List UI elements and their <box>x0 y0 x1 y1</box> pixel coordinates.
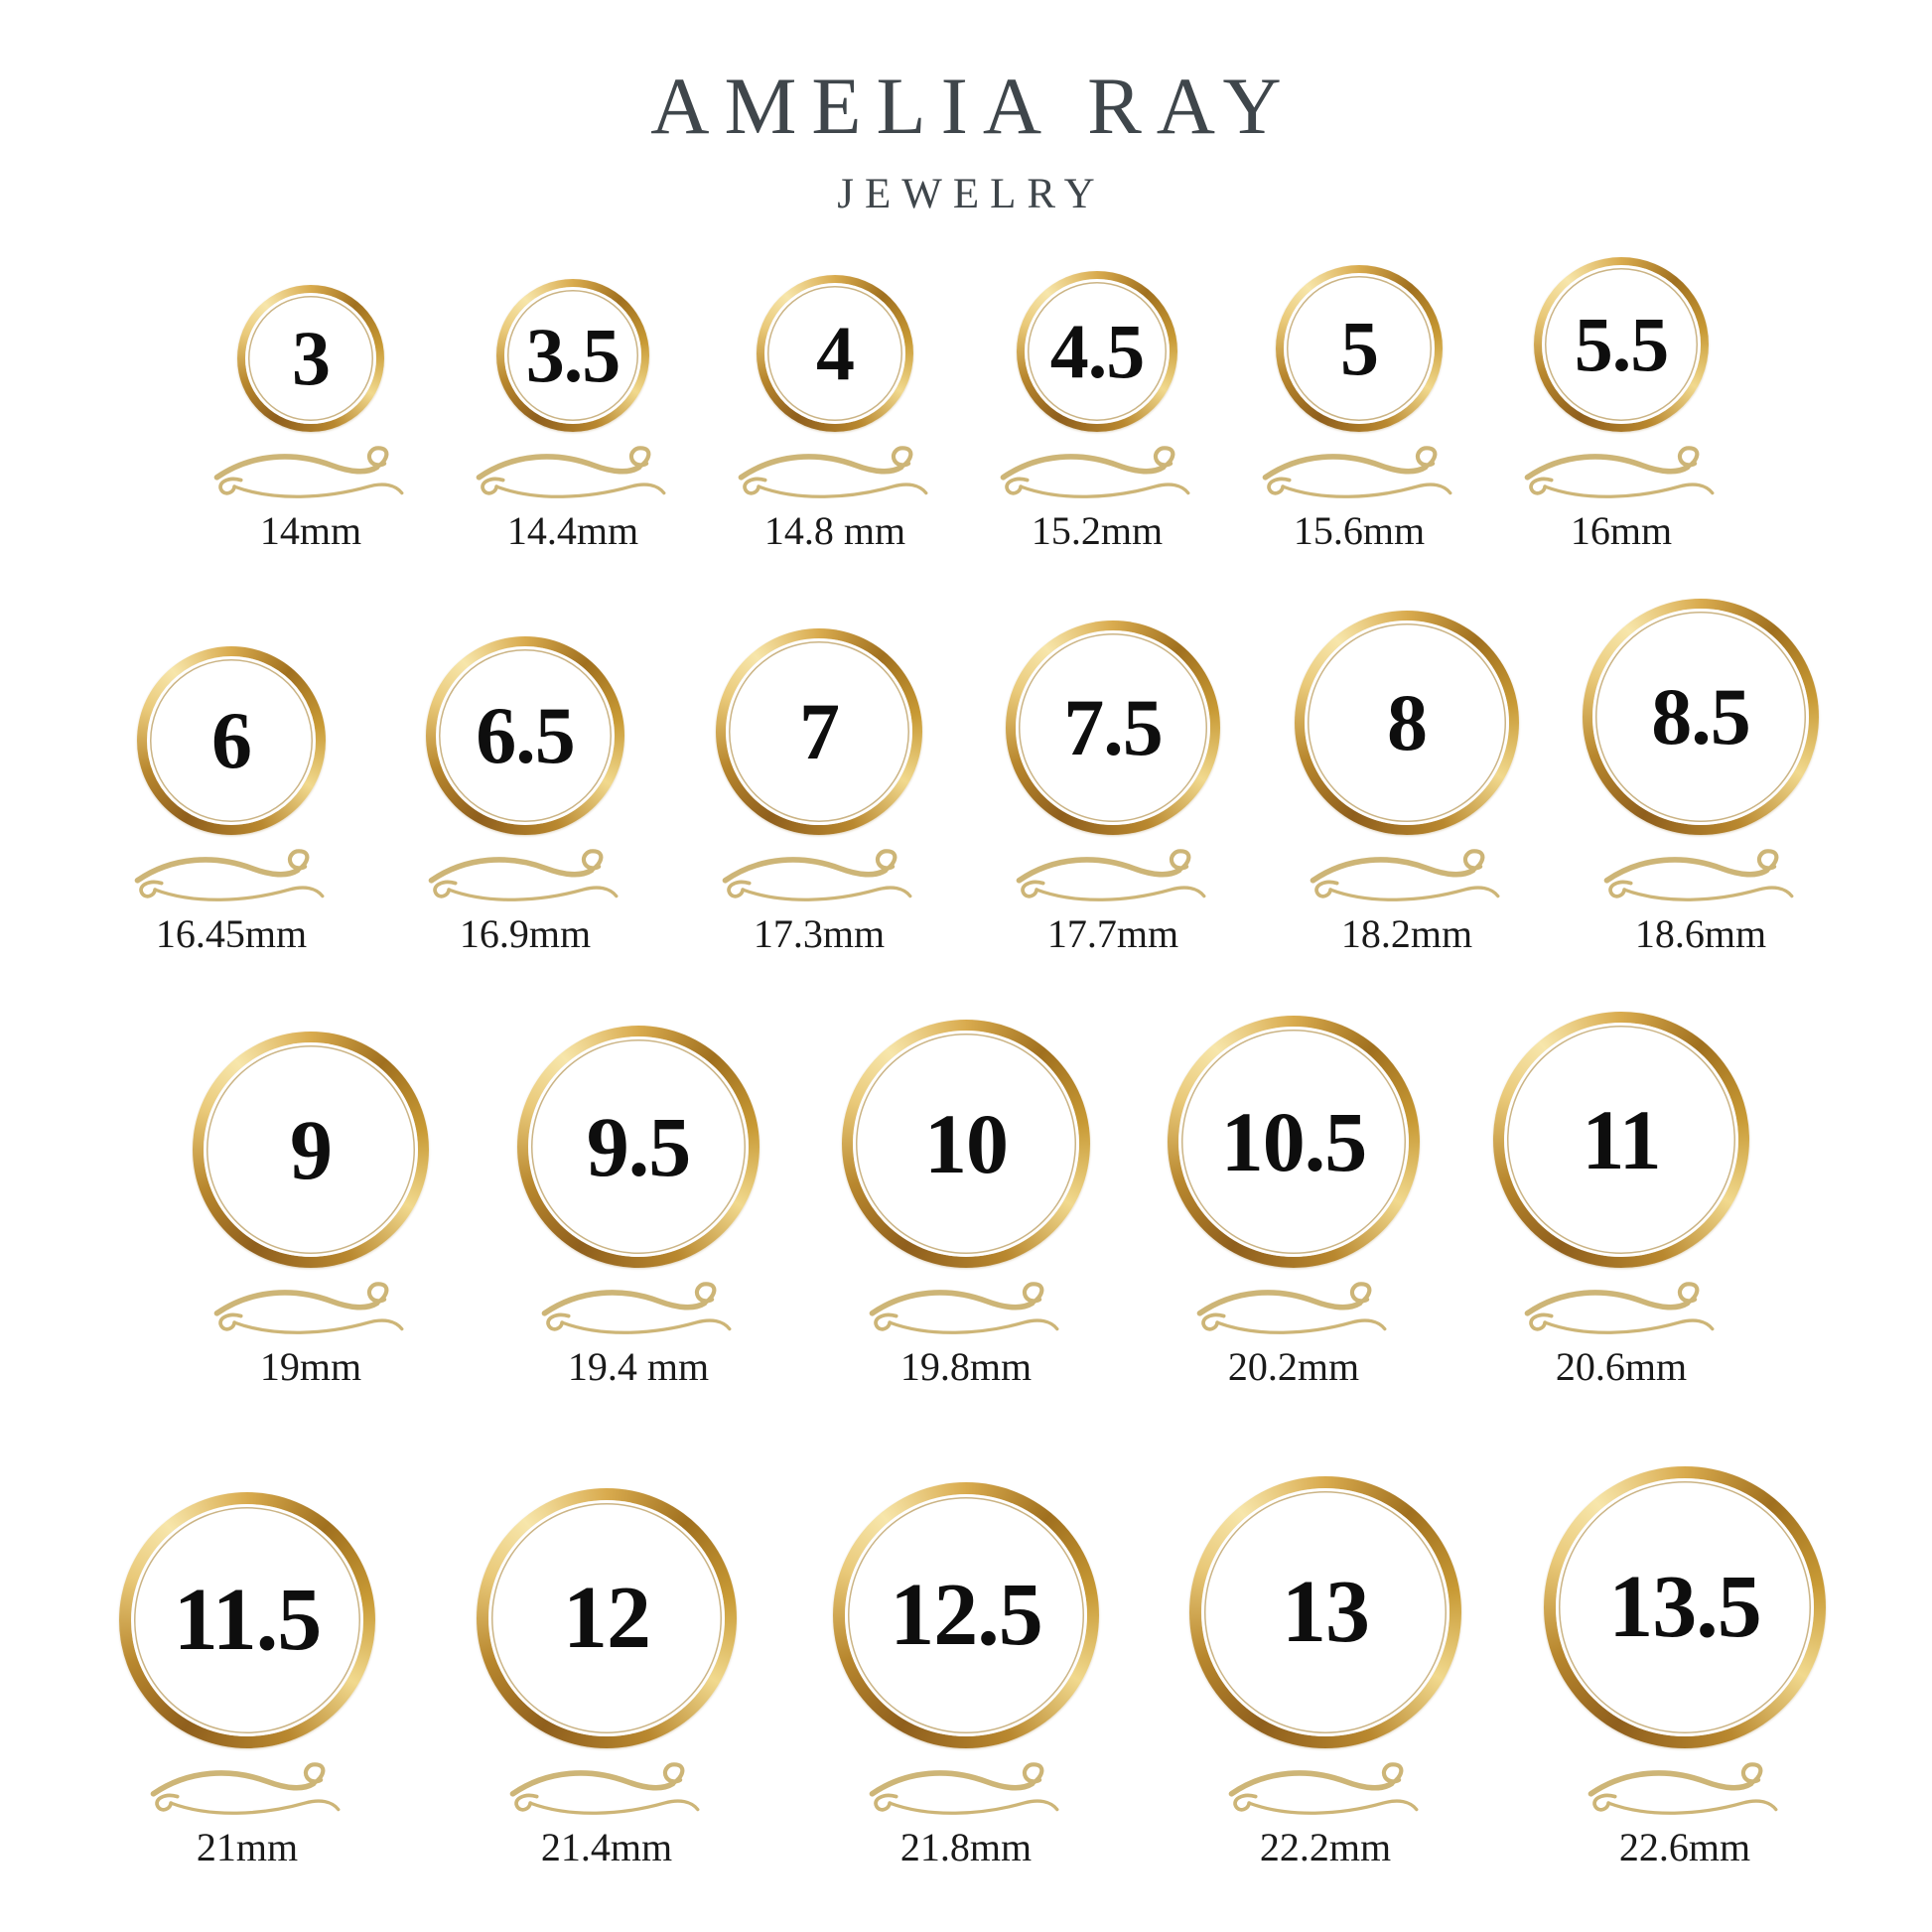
ring-cell-5 <box>1240 265 1478 551</box>
ring-size-number: 9 <box>290 1102 332 1197</box>
ring-cell-11 <box>1472 1012 1770 1387</box>
swirl-flourish-icon <box>472 446 675 503</box>
diameter-label: 21mm <box>196 1825 299 1869</box>
ring-cell-13 <box>1167 1476 1484 1867</box>
diameter-label: 20.6mm <box>1555 1344 1688 1389</box>
ring-cell-12-5 <box>807 1482 1125 1867</box>
swirl-flourish-icon <box>1306 849 1509 906</box>
diameter-label: 17.3mm <box>753 911 886 956</box>
diameter-label: 21.4mm <box>540 1825 673 1869</box>
ring-circle <box>1168 1016 1420 1268</box>
ring-circle <box>237 285 384 432</box>
swirl-flourish-icon <box>424 849 627 906</box>
diameter-label: 17.7mm <box>1046 911 1179 956</box>
swirl-flourish-icon <box>1599 849 1803 906</box>
ring-size-number: 12 <box>563 1569 650 1667</box>
diameter-label: 21.8mm <box>899 1825 1033 1869</box>
swirl-flourish-icon <box>1584 1762 1787 1820</box>
ring-circle <box>1017 271 1177 432</box>
ring-circle <box>426 636 624 835</box>
diameter-label: 15.2mm <box>1031 508 1164 553</box>
ring-row-4 <box>0 1466 1932 1867</box>
ring-cell-8-5 <box>1572 599 1830 954</box>
ring-circle <box>757 275 913 432</box>
swirl-flourish-icon <box>1012 849 1215 906</box>
ring-circle <box>1583 599 1819 835</box>
ring-size-number: 9.5 <box>586 1099 691 1194</box>
diameter-label: 15.6mm <box>1293 508 1426 553</box>
ring-cell-5-5 <box>1502 257 1740 551</box>
swirl-flourish-icon <box>537 1282 741 1339</box>
ring-size-number: 12.5 <box>890 1566 1042 1664</box>
ring-size-number: 11.5 <box>173 1571 322 1669</box>
ring-size-number: 5 <box>1340 305 1378 391</box>
ring-cell-3-5 <box>454 279 692 551</box>
diameter-label: 16.45mm <box>155 911 308 956</box>
brand-tagline: JEWELRY <box>837 171 1106 217</box>
diameter-label: 14mm <box>259 508 362 553</box>
ring-circle <box>517 1026 759 1268</box>
ring-circle <box>1276 265 1443 432</box>
diameter-label: 14.4mm <box>506 508 639 553</box>
diameter-label: 22.2mm <box>1259 1825 1392 1869</box>
diameter-label: 18.6mm <box>1634 911 1767 956</box>
swirl-flourish-icon <box>734 446 937 503</box>
ring-row-3 <box>0 1012 1932 1387</box>
swirl-flourish-icon <box>996 446 1199 503</box>
swirl-flourish-icon <box>130 849 334 906</box>
ring-size-number: 4 <box>816 310 854 396</box>
ring-circle <box>496 279 649 432</box>
brand-header <box>0 0 1932 215</box>
ring-size-number: 8 <box>1387 677 1427 767</box>
ring-size-number: 13 <box>1282 1563 1369 1661</box>
ring-size-number: 7 <box>799 686 839 776</box>
ring-cell-12 <box>448 1488 765 1867</box>
ring-circle <box>193 1032 429 1268</box>
swirl-flourish-icon <box>1192 1282 1396 1339</box>
ring-circle <box>716 628 922 835</box>
ring-size-number: 13.5 <box>1608 1558 1761 1656</box>
ring-size-number: 8.5 <box>1651 671 1750 761</box>
brand-name: AMELIA RAY <box>650 61 1297 151</box>
swirl-flourish-icon <box>1520 1282 1724 1339</box>
ring-size-number: 3.5 <box>525 312 621 398</box>
ring-row-2 <box>0 599 1932 954</box>
ring-cell-13-5 <box>1526 1466 1844 1867</box>
ring-size-number: 3 <box>292 315 330 401</box>
ring-circle <box>1295 611 1519 835</box>
ring-circle <box>833 1482 1099 1748</box>
ring-cell-10 <box>817 1020 1115 1387</box>
ring-circle <box>137 646 326 835</box>
ring-circle <box>842 1020 1090 1268</box>
diameter-label: 19.4 mm <box>567 1344 710 1389</box>
diameter-label: 19mm <box>259 1344 362 1389</box>
ring-size-number: 10 <box>924 1096 1008 1191</box>
ring-cell-7-5 <box>984 621 1242 954</box>
swirl-flourish-icon <box>209 1282 413 1339</box>
ring-cell-4 <box>716 275 954 551</box>
ring-size-number: 4.5 <box>1049 308 1145 394</box>
ring-cell-9-5 <box>489 1026 787 1387</box>
ring-cell-6-5 <box>396 636 654 954</box>
swirl-flourish-icon <box>1224 1762 1428 1820</box>
ring-cell-11-5 <box>88 1492 406 1867</box>
ring-cell-7 <box>690 628 948 954</box>
ring-size-number: 6 <box>211 695 251 785</box>
ring-cell-6 <box>102 646 360 954</box>
diameter-label: 14.8 mm <box>763 508 906 553</box>
ring-size-number: 5.5 <box>1574 301 1669 387</box>
ring-circle <box>1189 1476 1461 1748</box>
ring-circle <box>119 1492 375 1748</box>
ring-circle <box>1534 257 1709 432</box>
ring-circle <box>1006 621 1220 835</box>
swirl-flourish-icon <box>718 849 921 906</box>
diameter-label: 22.6mm <box>1618 1825 1751 1869</box>
ring-cell-3 <box>192 285 430 551</box>
swirl-flourish-icon <box>865 1762 1068 1820</box>
diameter-label: 18.2mm <box>1340 911 1473 956</box>
ring-cell-10-5 <box>1145 1016 1443 1387</box>
diameter-label: 16.9mm <box>459 911 592 956</box>
swirl-flourish-icon <box>1520 446 1724 503</box>
ring-size-chart <box>0 257 1932 1867</box>
swirl-flourish-icon <box>146 1762 349 1820</box>
ring-cell-9 <box>162 1032 460 1387</box>
ring-size-number: 10.5 <box>1220 1094 1367 1189</box>
ring-row-1 <box>0 257 1932 551</box>
ring-cell-8 <box>1278 611 1536 954</box>
ring-circle <box>477 1488 737 1748</box>
ring-cell-4-5 <box>978 271 1216 551</box>
ring-circle <box>1493 1012 1749 1268</box>
diameter-label: 16mm <box>1570 508 1673 553</box>
swirl-flourish-icon <box>505 1762 709 1820</box>
diameter-label: 19.8mm <box>899 1344 1033 1389</box>
swirl-flourish-icon <box>209 446 413 503</box>
ring-circle <box>1544 1466 1826 1748</box>
swirl-flourish-icon <box>865 1282 1068 1339</box>
ring-size-number: 11 <box>1582 1092 1661 1187</box>
ring-size-number: 6.5 <box>476 690 575 780</box>
swirl-flourish-icon <box>1258 446 1461 503</box>
ring-size-number: 7.5 <box>1063 682 1163 772</box>
diameter-label: 20.2mm <box>1227 1344 1360 1389</box>
